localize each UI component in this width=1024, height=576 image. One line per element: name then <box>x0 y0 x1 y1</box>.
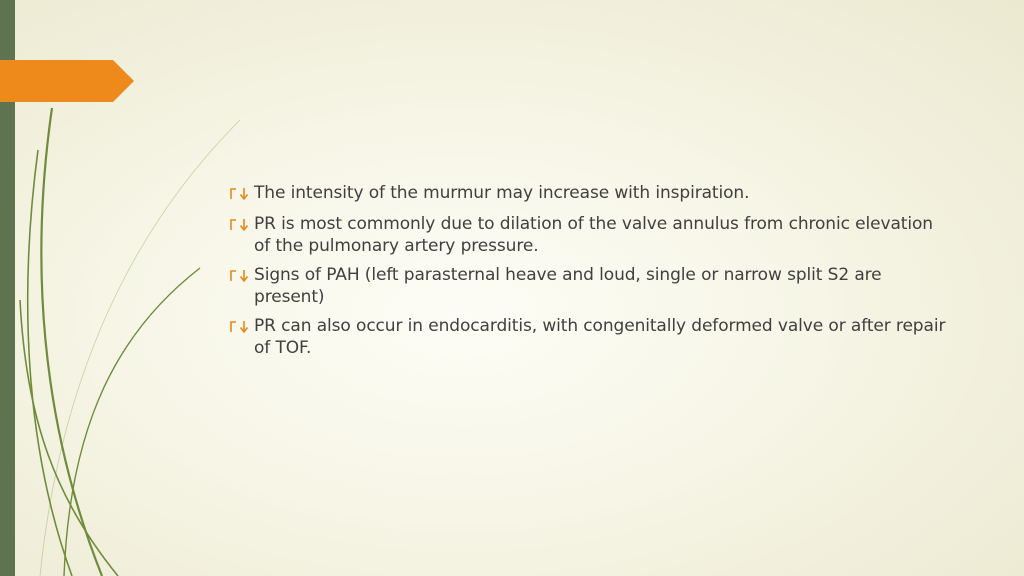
bullet-item <box>228 213 948 257</box>
orange-arrow-bullet-icon <box>228 266 254 288</box>
bullet-text: PR is most commonly due to dilation of the valve annulus from chronic elevation of the pulmonary artery pressure. <box>254 214 933 256</box>
bullet-text: PR can also occur in endocarditis, with congenitally deformed valve or after repair of TOF. <box>254 316 946 358</box>
orange-arrow-bullet-icon <box>228 215 254 237</box>
bullet-item <box>228 182 948 206</box>
slide-content <box>228 182 948 366</box>
bullet-text: The intensity of the murmur may increase with inspiration. <box>254 183 750 203</box>
orange-arrow-bullet-icon <box>228 317 254 339</box>
orange-title-tab <box>0 60 134 102</box>
orange-tab-shape <box>0 60 134 102</box>
leaf-line-5 <box>20 300 118 576</box>
bullet-item <box>228 315 948 359</box>
bullet-text: Signs of PAH (left parasternal heave and loud, single or narrow split S2 are present) <box>254 265 882 307</box>
orange-arrow-bullet-icon <box>228 184 254 206</box>
leaf-line-2 <box>28 150 72 576</box>
bullet-item <box>228 264 948 308</box>
